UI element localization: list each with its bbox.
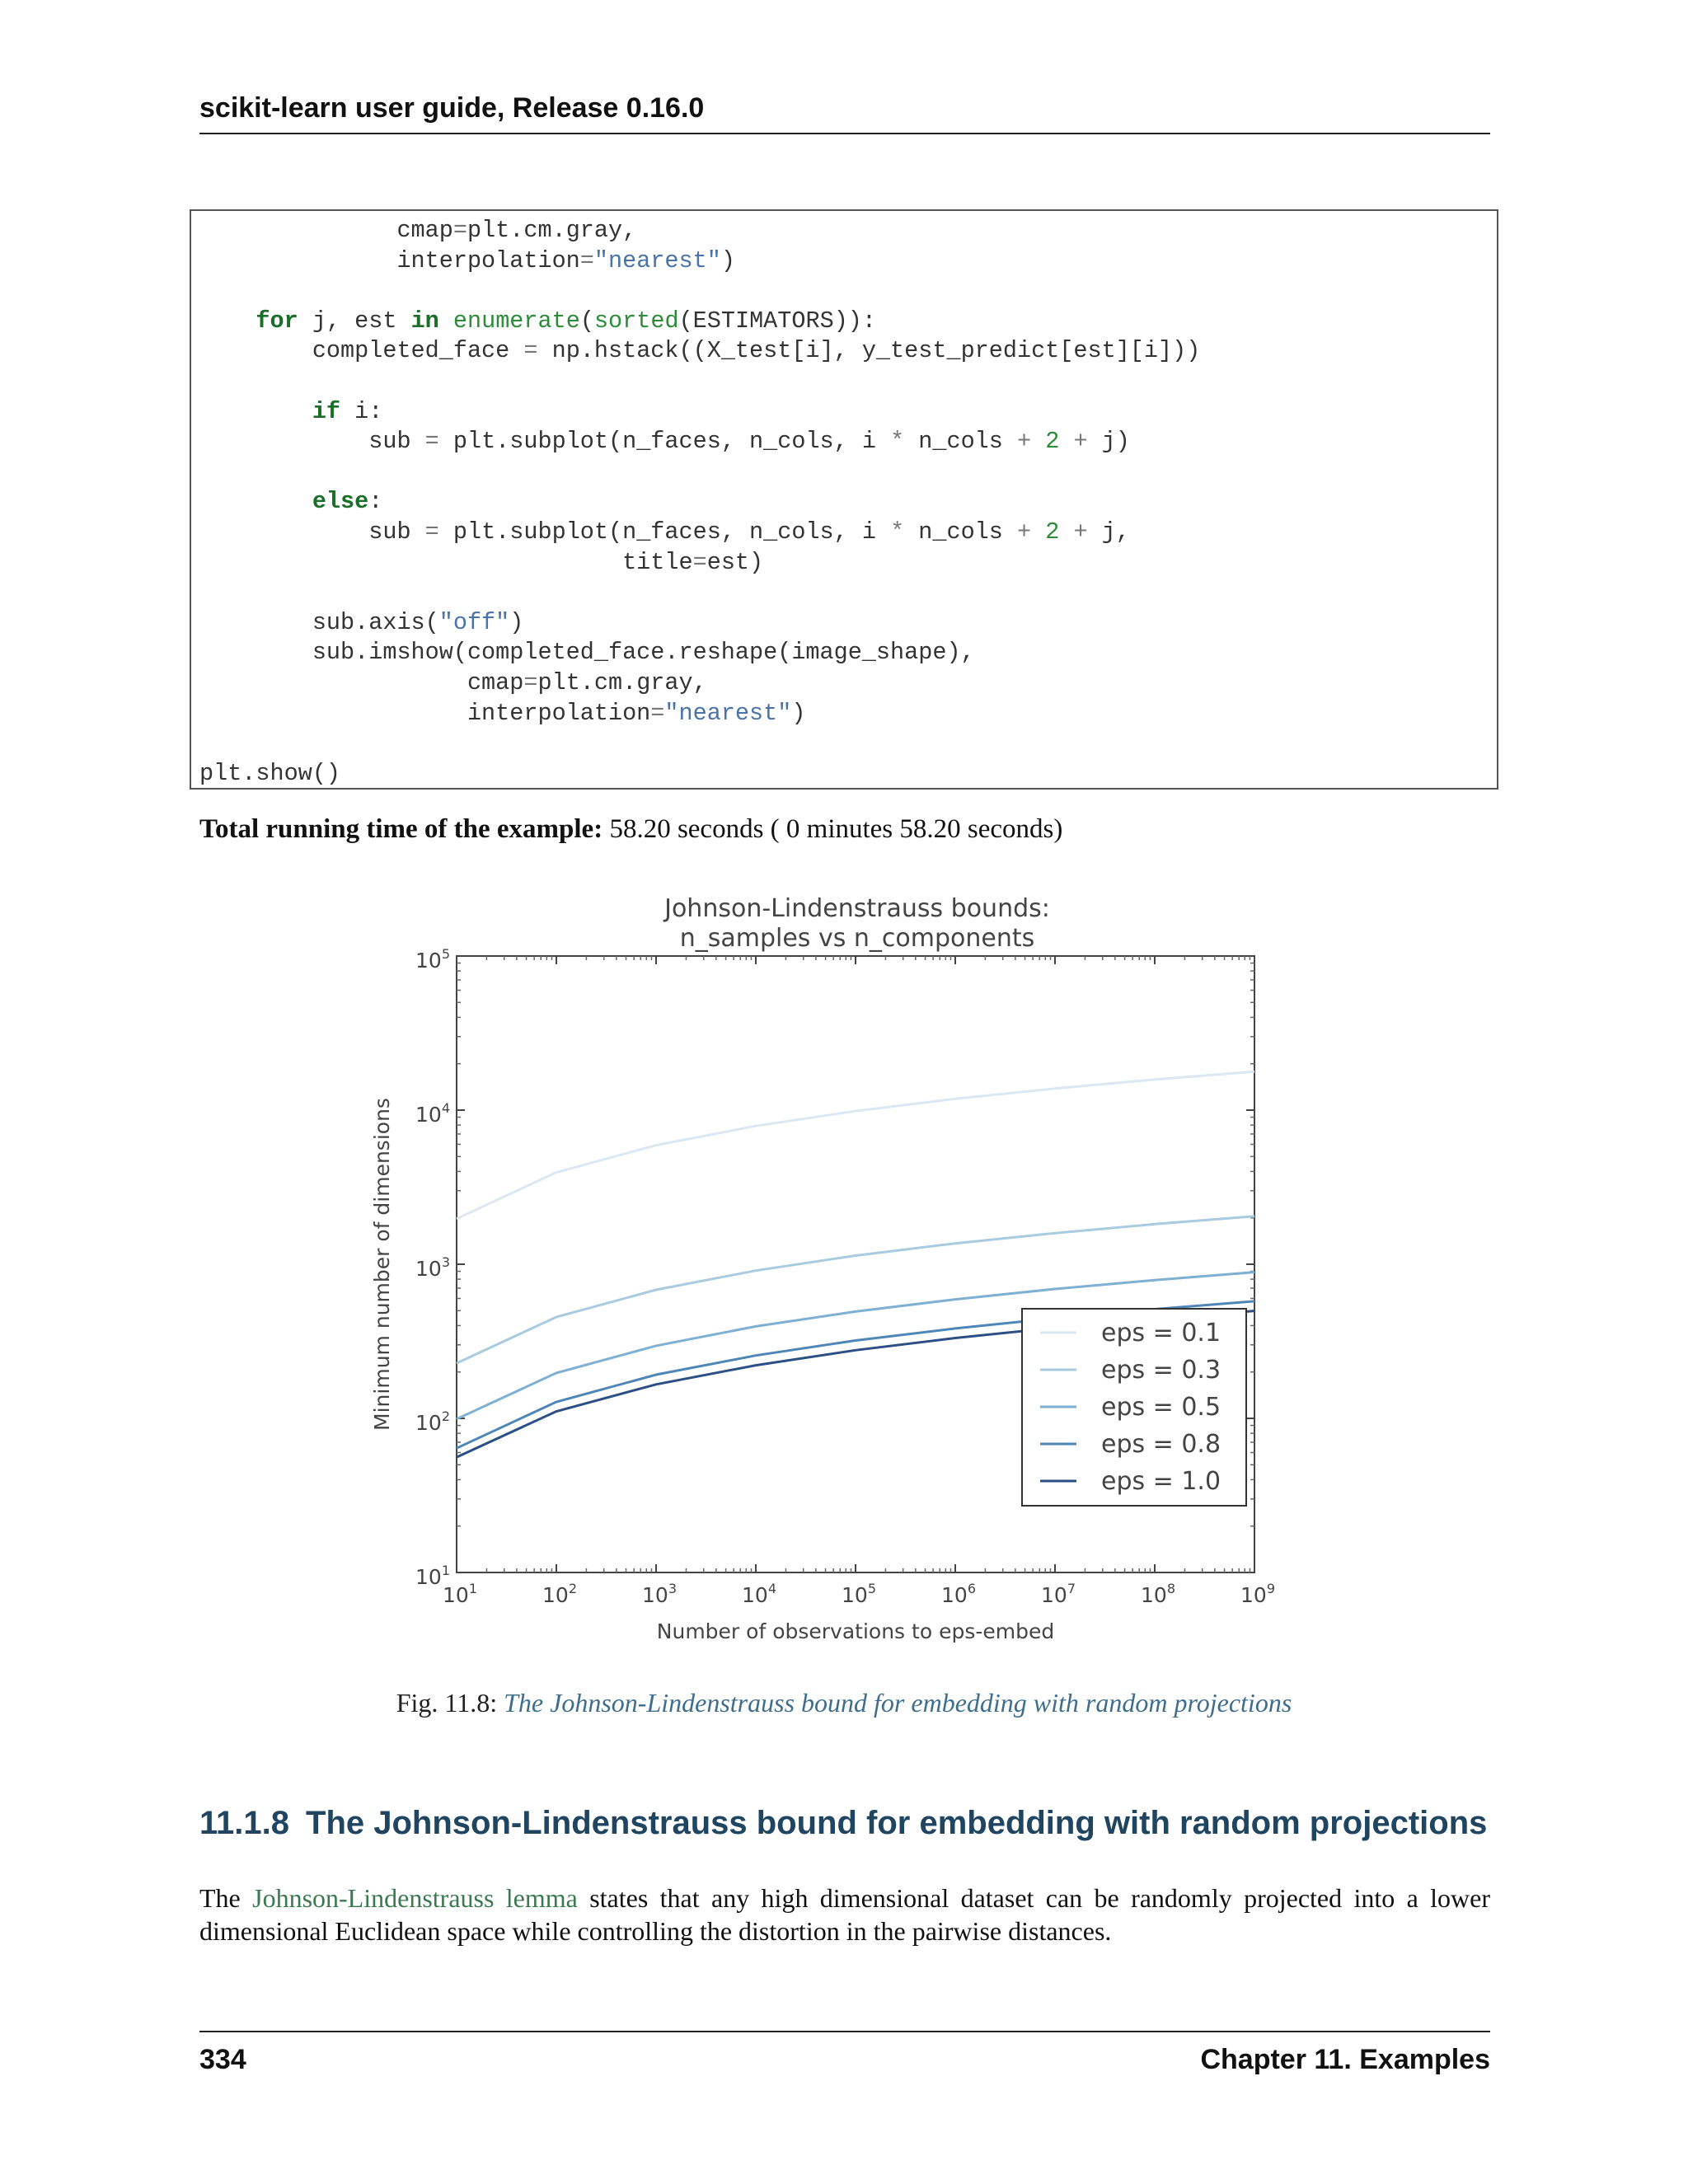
body-paragraph	[199, 1882, 1490, 1947]
para-text-start: The	[199, 1883, 253, 1913]
code-line: sub.axis("off")	[199, 608, 524, 636]
code-line: interpolation="nearest")	[199, 246, 735, 274]
figure-caption	[0, 1688, 1688, 1718]
code-line: for j, est in enumerate(sorted(ESTIMATORS)):	[256, 307, 877, 335]
x-tick-label: $10^5$	[842, 1581, 876, 1607]
running-time-value: 58.20 seconds ( 0 minutes 58.20 seconds)	[609, 814, 1063, 844]
code-line: sub.imshow(completed_face.reshape(image_shape),	[199, 639, 975, 667]
code-line: cmap=plt.cm.gray,	[199, 217, 637, 244]
legend-label: eps = 0.3	[1101, 1356, 1221, 1385]
code-listing	[191, 211, 1497, 789]
legend-label: eps = 0.8	[1101, 1430, 1221, 1459]
y-tick-label: $10^5$	[415, 946, 450, 972]
figure	[363, 883, 1335, 1658]
code-line: title=est)	[199, 548, 764, 576]
para-text-end: states that any high dimensional dataset can be randomly projected into a lower dimensional Euclidean space while controlling the distortion in the pairwise distances.	[199, 1883, 1491, 1946]
code-line: completed_face = np.hstack((X_test[i], y_test_predict[est][i]))	[199, 337, 1201, 365]
section-number: 11.1.8	[199, 1805, 290, 1841]
caption-link[interactable]: The Johnson-Lindenstrauss bound for embedding with random projections	[504, 1688, 1292, 1718]
legend-label: eps = 0.5	[1101, 1393, 1221, 1422]
running-time	[199, 814, 1062, 845]
page-number: 334	[199, 2044, 246, 2075]
x-tick-label: $10^1$	[443, 1581, 477, 1607]
x-tick-label: $10^7$	[1041, 1581, 1076, 1607]
x-tick-label: $10^9$	[1240, 1581, 1275, 1607]
legend-label: eps = 0.1	[1101, 1319, 1221, 1347]
code-line: plt.show()	[199, 759, 341, 787]
jl-bounds-chart	[363, 883, 1335, 1658]
chapter-label: Chapter 11. Examples	[1200, 2044, 1490, 2075]
running-header: scikit-learn user guide, Release 0.16.0	[199, 92, 1490, 134]
code-line: sub = plt.subplot(n_faces, n_cols, i * n_cols + 2 + j)	[199, 428, 1130, 456]
y-tick-label: $10^2$	[415, 1408, 450, 1435]
y-tick-label: $10^4$	[415, 1100, 450, 1127]
chart-legend	[1022, 1309, 1246, 1506]
chart-subtitle: n_samples vs n_components	[679, 924, 1035, 953]
running-footer	[199, 2031, 1490, 2076]
section-heading	[199, 1805, 1518, 1842]
chart-title: Johnson-Lindenstrauss bounds:	[664, 894, 1050, 923]
code-line: sub = plt.subplot(n_faces, n_cols, i * n_cols + 2 + j,	[199, 518, 1130, 546]
code-line: interpolation="nearest")	[199, 699, 806, 727]
x-axis-label: Number of observations to eps-embed	[656, 1619, 1055, 1643]
y-axis-label: Minimum number of dimensions	[370, 1098, 394, 1431]
section-title: The Johnson-Lindenstrauss bound for embedding with random projections	[306, 1805, 1488, 1841]
code-line: else:	[312, 488, 383, 516]
x-tick-label: $10^6$	[941, 1581, 976, 1607]
code-line: if i:	[312, 397, 383, 425]
x-tick-label: $10^2$	[542, 1581, 577, 1607]
x-tick-label: $10^4$	[742, 1581, 776, 1607]
x-tick-label: $10^3$	[642, 1581, 677, 1607]
jl-lemma-link[interactable]: Johnson-Lindenstrauss lemma	[252, 1883, 578, 1913]
running-time-label: Total running time of the example:	[199, 814, 603, 844]
code-block	[190, 209, 1498, 790]
caption-prefix: Fig. 11.8:	[396, 1688, 504, 1718]
y-tick-label: $10^3$	[415, 1254, 450, 1281]
y-tick-label: $10^1$	[415, 1563, 450, 1589]
legend-label: eps = 1.0	[1101, 1467, 1221, 1496]
x-tick-label: $10^8$	[1141, 1581, 1175, 1607]
code-line: cmap=plt.cm.gray,	[199, 668, 707, 696]
